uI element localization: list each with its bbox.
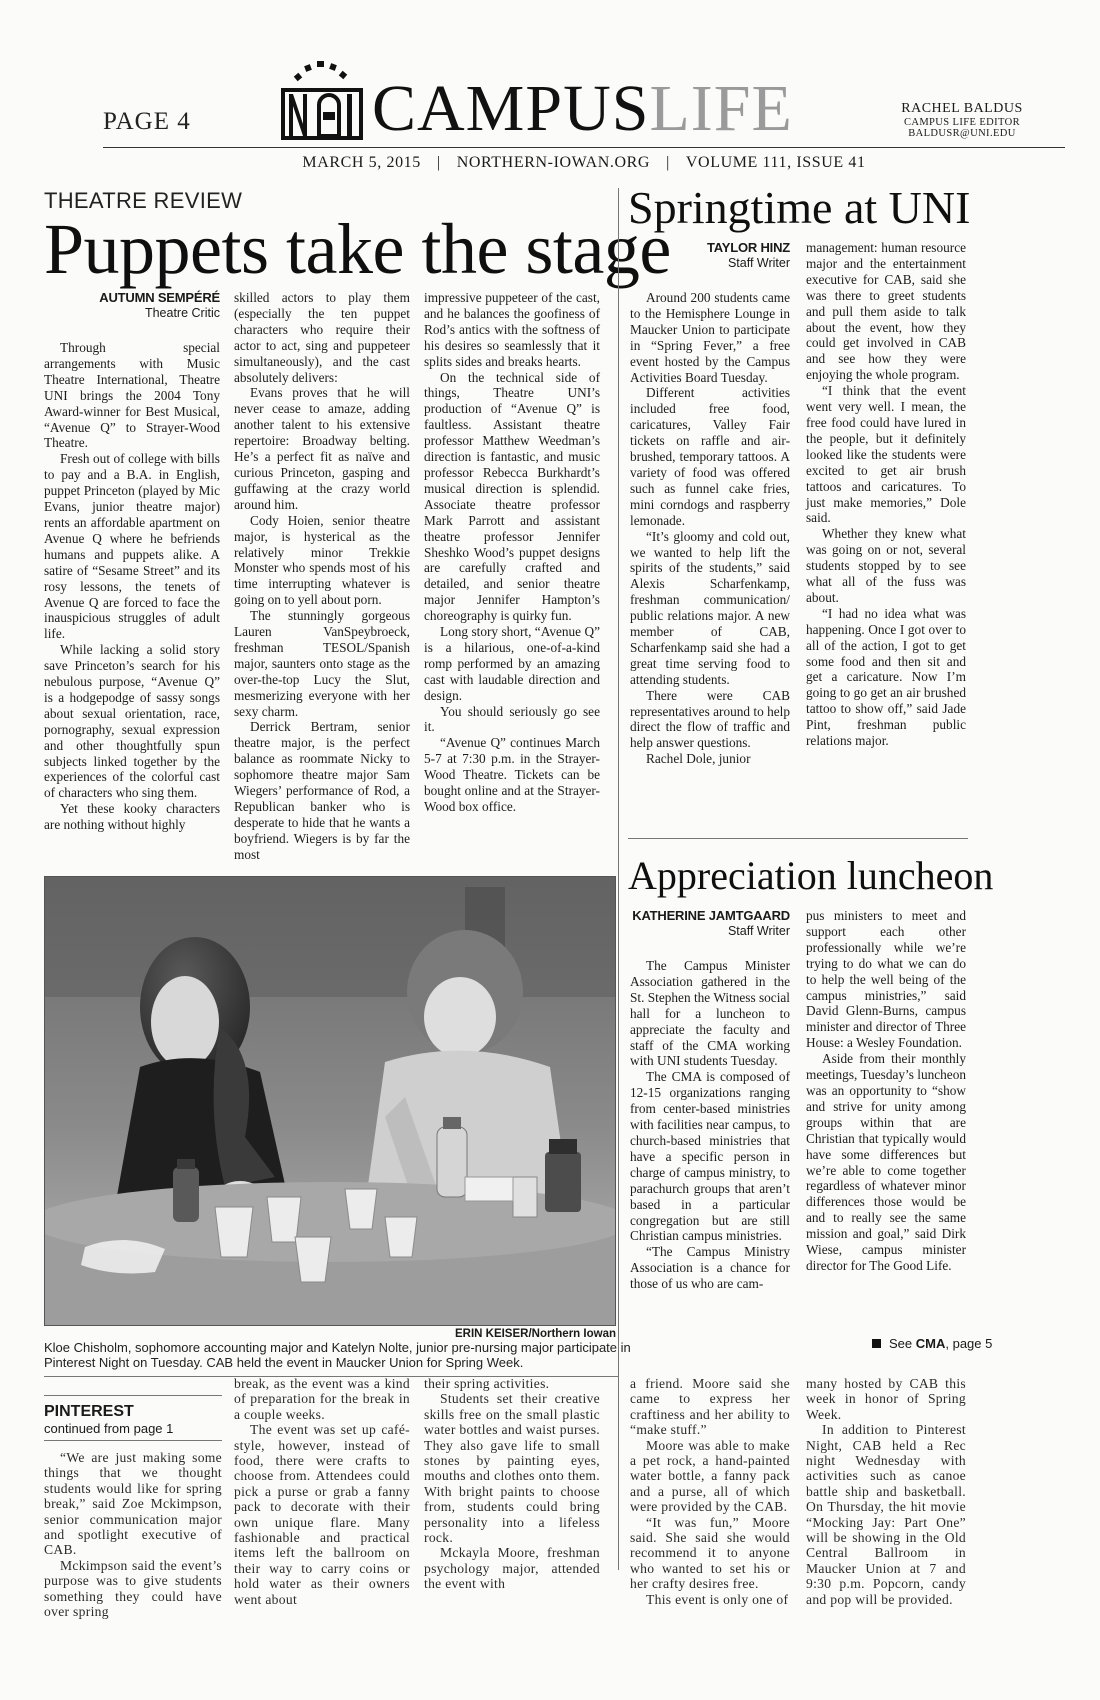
luncheon-column-2 bbox=[806, 908, 966, 1274]
paragraph: Different activities included free food, caricatures, Valley Fair tickets on raffle and air-brushed, temporary tattoos. A variety of food was offered such as funnel cake fries, mini corndogs and raspberry lemonade. bbox=[630, 385, 790, 528]
paragraph: There were CAB representatives around to help direct the flow of traffic and help answer questions. bbox=[630, 687, 790, 751]
paragraph: management: human resource major and the entertainment executive for CAB, said she was there to greet students and pull them aside to talk about the event, how they could get involved in CAB and see how they were enjoying the whole program. bbox=[806, 240, 966, 383]
luncheon-author: KATHERINE JAMTGAARD bbox=[632, 908, 790, 923]
paragraph: many hosted by CAB this week in honor of Spring Week. bbox=[806, 1376, 966, 1422]
paragraph: “I had no idea what was happening. Once I got over to all of the action, I got to get some food and then sit and get a caricature. Now I’m going to go get an air brushed tattoo to show off,” said Jade Pint, freshman public relations major. bbox=[806, 605, 966, 749]
see-more-suffix: , page 5 bbox=[945, 1336, 993, 1351]
paragraph: “It’s gloomy and cold out, we wanted to help lift the spirits of the students,” said Alexis Scharfenkamp, freshman communication/ public relations major. A new member of CAB, Scharfenkamp said she had a great time serving food to attending students. bbox=[630, 528, 790, 687]
paragraph: Aside from their monthly meetings, Tuesday’s luncheon was an opportunity to “show and strive for unity among groups within that are Christian that typically would have some differences but we’re able to come together regardless of whatever minor differences those would be and to really see the same mission and goal,” said Dirk Wiese, campus minister director for The Good Life. bbox=[806, 1051, 966, 1273]
kicker-theatre-review: THEATRE REVIEW bbox=[44, 188, 243, 213]
paragraph: Students set their creative skills free on the small plastic water bottles and waist purses. They also gave life to small stones by painting eyes, mouths and clothes onto them. With bright paints to choose from, students could bring personality into a lifeless rock. bbox=[424, 1391, 600, 1546]
luncheon-column-1 bbox=[630, 958, 790, 1292]
photo-caption: Kloe Chisholm, sophomore accounting major and Katelyn Nolte, junior pre-nursing major participate in Pinterest Night on Tuesday. CAB held the event in Maucker Union for Spring Week. bbox=[44, 1340, 631, 1370]
paragraph: Evans proves that he will never cease to amaze, adding another talent to his extensive repertoire: Broadway belting. He’s a perfect fit as naïve and curious Princeton, gasping and guffawing at the crazy world around him. bbox=[234, 385, 410, 512]
paragraph: “Avenue Q” continues March 5-7 at 7:30 p.m. in the Strayer-Wood Theatre. Tickets can be bought online and at the Strayer-Wood box office. bbox=[424, 735, 600, 814]
pinterest-column-2 bbox=[234, 1376, 410, 1607]
paragraph: While lacking a solid story save Princeton’s search for his nebulous purpose, “Avenue Q” is a hodgepodge of sassy songs about sexual orientation, race, pornography, sexual expression and other thoughtfully spun subjects linked together by the experiences of the colorful cast of characters who sing them. bbox=[44, 642, 220, 801]
paragraph: “We are just making some things that we thought students would like for spring break,” said Zoe Mckimpson, senior communication major and spotlight executive of CAB. bbox=[44, 1450, 222, 1558]
article-separator bbox=[628, 838, 968, 839]
paragraph: Mckayla Moore, freshman psychology major, attended the event with bbox=[424, 1545, 600, 1592]
paragraph: You should seriously go see it. bbox=[424, 703, 600, 735]
springtime-author-title: Staff Writer bbox=[727, 255, 790, 270]
paragraph: Fresh out of college with bills to pay and a B.A. in English, puppet Princeton (played by Mic Evans, junior theatre major) rents an affordable apartment on Avenue Q where he befriends humans and puppets alike. A satire of “Sesame Street” and its rosy lessons, the tenets of Avenue Q are forced to face the inauspicious struggles of adult life. bbox=[44, 451, 220, 642]
pinterest-column-5 bbox=[806, 1376, 966, 1607]
puppets-byline bbox=[44, 290, 220, 321]
paragraph: Around 200 students came to the Hemisphere Lounge in Maucker Union to participate in “Spring Fever,” a free event hosted by the Campus Activities Board Tuesday. bbox=[630, 290, 790, 385]
puppets-column-2 bbox=[234, 290, 410, 863]
paragraph: This event is only one of bbox=[646, 1591, 789, 1607]
jump-subtitle: continued from page 1 bbox=[44, 1421, 174, 1436]
dateline: MARCH 5, 2015 | NORTHERN-IOWAN.ORG | VOLUME 111, ISSUE 41 bbox=[302, 154, 866, 171]
masthead-rule bbox=[103, 147, 1065, 148]
paragraph: “I think that the event went very well. I mean, the free food could have lured in the people, but it definitely looked like the students were excited to get air brush tattoos and caricatures. To just make memories,” Dole said. bbox=[806, 383, 966, 526]
paragraph: a friend. Moore said she came to express her craftiness and her ability to “make stuff.” bbox=[630, 1376, 790, 1438]
paragraph: their spring activities. bbox=[424, 1376, 550, 1391]
luncheon-byline bbox=[630, 908, 790, 939]
bullet-icon bbox=[872, 1339, 881, 1348]
volume-issue: VOLUME 111, ISSUE 41 bbox=[685, 154, 866, 171]
paragraph: “The Campus Ministry Association is a chance for those of us who are cam- bbox=[630, 1244, 790, 1292]
event-photo bbox=[44, 876, 616, 1326]
springtime-byline bbox=[630, 240, 790, 271]
paragraph: The event was set up café-style, however, instead of food, there were crafts to choose from. Attendees could pick a purse or grab a fanny pack to decorate with their own unique flare. Many fashionable and practical items left the ballroom on their way to carry coins or hold water as their owners went about bbox=[234, 1422, 410, 1607]
paragraph: skilled actors to play them (especially the ten puppet characters who require their actor to act, sing and puppeteer simultaneously), and the cast absolutely delivers: bbox=[234, 290, 410, 385]
jump-rule-bottom bbox=[44, 1440, 222, 1441]
editor-name: RACHEL BALDUS bbox=[901, 101, 1023, 116]
section-title-light: LIFE bbox=[649, 72, 793, 145]
puppets-author: AUTUMN SEMPÉRÉ bbox=[99, 290, 220, 305]
paragraph: The CMA is composed of 12-15 organizations ranging from center-based ministries with facilities near campus, to church-based ministries that have a specific person in charge of campus ministry, to parachurch groups that aren’t based in a particular congregation but are still Christian campus ministries. bbox=[630, 1069, 790, 1244]
puppets-author-title: Theatre Critic bbox=[144, 305, 220, 320]
jump-label: PINTEREST bbox=[44, 1403, 134, 1420]
paragraph: Derrick Bertram, senior theatre major, is the perfect balance as roommate Nicky to sophomore theatre major Sam Wiegers’ performance of Rod, a Republican banker who is desperate to hide that he wants a boyfriend. Wiegers is by far the most bbox=[234, 719, 410, 862]
springtime-headline: Springtime at UNI bbox=[628, 182, 971, 233]
jump-rule-top bbox=[44, 1395, 222, 1396]
paragraph: The Campus Minister Association gathered in the St. Stephen the Witness social hall for a luncheon to appreciate the faculty and staff of the CMA working with UNI students Tuesday. bbox=[630, 958, 790, 1069]
paragraph: Whether they knew what was going on or not, several students stopped by to see what all of the fuss was about. bbox=[806, 526, 966, 605]
editor-title: CAMPUS LIFE EDITOR bbox=[903, 116, 1021, 128]
luncheon-author-title: Staff Writer bbox=[727, 923, 790, 938]
website: NORTHERN-IOWAN.ORG bbox=[456, 154, 651, 171]
luncheon-headline: Appreciation luncheon bbox=[628, 853, 994, 898]
paragraph: break, as the event was a kind of preparation for the break in a couple weeks. bbox=[234, 1376, 410, 1422]
editor-email: BALDUSR@UNI.EDU bbox=[908, 127, 1016, 139]
puppets-column-3 bbox=[424, 290, 600, 815]
paragraph: In addition to Pinterest Night, CAB held a Rec night Wednesday with activities such as canoe battle ship and basketball. On Thursday, the hit movie “Mocking Jay: Part One” will be showing in the Old Central Ballroom in Maucker Union at 7 and 9:30 p.m. Popcorn, candy and pop will be provided. bbox=[806, 1422, 966, 1607]
paragraph: Moore was able to make a pet rock, a hand-painted water bottle, a fanny pack and a purse, all of which were provided by the CAB. bbox=[630, 1437, 790, 1515]
paragraph: Yet these kooky characters are nothing without highly bbox=[44, 801, 220, 833]
paragraph: On the technical side of things, Theatre UNI’s production of “Avenue Q” is faultless. Assistant theatre professor Matthew Weedman’s direction is fantastic, and music professor Rebecca Burkhardt’s musical direction is splendid. Associate theatre professor Mark Parrott and assistant theatre professor Jennifer Sheshko Wood’s puppet designs are carefully crafted and detailed, and senior theatre major Jennifer Hampton’s choreography is quirky fun. bbox=[424, 369, 600, 624]
puppets-column-1 bbox=[44, 340, 220, 833]
issue-date: MARCH 5, 2015 bbox=[302, 154, 421, 171]
springtime-column-1 bbox=[630, 290, 790, 767]
paragraph: pus ministers to meet and support each other professionally while we’re trying to do what we can do to help the well being of the campus ministries,” said David Glenn-Burns, campus minister and director of Three House: a Wesley Foundation. bbox=[806, 908, 966, 1051]
paragraph: Mckimpson said the event’s purpose was to give students something they could have over spring bbox=[44, 1557, 222, 1620]
pinterest-column-3 bbox=[424, 1376, 600, 1592]
pinterest-column-4 bbox=[630, 1376, 790, 1607]
paragraph: The stunningly gorgeous Lauren VanSpeybroeck, freshman TESOL/Spanish major, saunters onto stage as the over-the-top Lucy the Slut, mesmerizing everyone with her sexy charm. bbox=[234, 608, 410, 719]
pinterest-column-1 bbox=[44, 1450, 222, 1619]
paragraph: Rachel Dole, junior bbox=[646, 751, 751, 767]
section-title bbox=[372, 72, 793, 145]
section-title-dark: CAMPUS bbox=[372, 72, 650, 145]
paragraph: Through special arrangements with Music Theatre International, Theatre UNI brings the 2004 Tony Award-winner for Best Musical, “Avenue Q” to Strayer-Wood Theatre. bbox=[44, 340, 220, 451]
paragraph: “It was fun,” Moore said. She said she would recommend it to anyone who wanted to set his or her crafty desires free. bbox=[630, 1514, 790, 1592]
puppets-headline: Puppets take the stage bbox=[44, 209, 671, 289]
springtime-column-2 bbox=[806, 240, 966, 749]
see-more-link[interactable] bbox=[872, 1336, 992, 1351]
see-more-target: CMA bbox=[915, 1336, 946, 1351]
paragraph: Cody Hoien, senior theatre major, is hysterical as the relatively minor Trekkie Monster who spends most of his time interrupting whatever is going on to yell about porn. bbox=[234, 512, 410, 608]
photo-credit: ERIN KEISER/Northern Iowan bbox=[454, 1328, 616, 1340]
page-number: PAGE 4 bbox=[103, 108, 191, 135]
ni-logo bbox=[277, 50, 367, 142]
paragraph: impressive puppeteer of the cast, and he balances the goofiness of Rod’s antics with the softness of his desires so seamlessly that it splits sides and breaks hearts. bbox=[424, 290, 600, 369]
paragraph: Long story short, “Avenue Q” is a hilarious, one-of-a-kind romp performed by an amazing cast with laudable direction and design. bbox=[424, 624, 600, 703]
see-more-prefix: See bbox=[889, 1336, 913, 1351]
editor-box bbox=[862, 102, 1062, 139]
springtime-author: TAYLOR HINZ bbox=[706, 240, 790, 255]
